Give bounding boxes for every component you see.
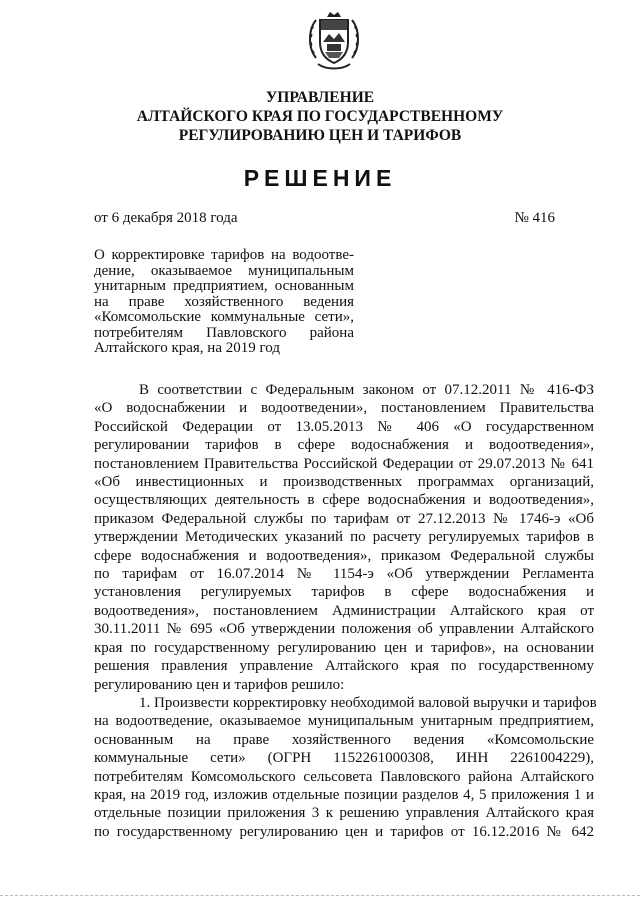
body-line: отдельные позиции приложения 3 к решению управления Алтайского края (94, 805, 594, 822)
body-line: на водоотведение, оказываемое муниципальным унитарным предприятием, (94, 713, 594, 730)
decision-number: № 416 (514, 210, 555, 226)
body-line: В соответствии с Федеральным законом от 07.12.2011 № 416-ФЗ (139, 382, 594, 398)
body-line: приказом Федеральной службы по тарифам от 27.12.2013 № 1746-э «Об (94, 510, 594, 527)
body-line: края, на 2019 год, изложив отдельные позиции разделов 4, 5 приложения 1 и (94, 786, 594, 803)
body-line: утверждении Методических указаний по расчету регулируемых тарифов в (94, 529, 594, 546)
body-line: «О водоснабжении и водоотведении», постановлением Правительства (94, 400, 594, 417)
subject-line: дение, оказываемое муниципальным (94, 262, 354, 279)
document-title: РЕШЕНИЕ (243, 165, 397, 191)
body-line: сфере водоснабжения и водоотведения», приказом Федеральной службы (94, 547, 594, 564)
body-line: «Об инвестиционных и производственных программах организаций, (94, 474, 594, 491)
body-line: водоотведения», постановлением Администрации Алтайского края от (94, 602, 594, 619)
body-line: Российской Федерации от 13.05.2013 № 406 «О государственном (94, 418, 594, 435)
subject-line: «Комсомольские коммунальные сети», (94, 309, 354, 325)
agency-name-line-1: УПРАВЛЕНИЕ (265, 89, 375, 106)
body-line: края по государственному регулированию цен и тарифов», на основании (94, 639, 594, 656)
body-line: постановлением Правительства Российской Федерации от 29.07.2013 № 641 (94, 455, 594, 472)
decision-date: от 6 декабря 2018 года (94, 210, 238, 226)
body-line: регулированию цен и тарифов решило: (94, 676, 345, 693)
body-line: основанным на праве хозяйственного ведения «Комсомольские (94, 731, 594, 748)
subject-line: потребителям Павловского района (94, 324, 354, 341)
body-line: регулировании тарифов в сфере водоснабжения и водоотведения», (94, 437, 594, 454)
body-line: установления регулируемых тарифов в сфере водоснабжения и (94, 584, 594, 601)
altai-coat-of-arms-emblem (306, 8, 362, 72)
decision-body (94, 381, 597, 841)
body-line: коммунальные сети» (ОГРН 1152261000308, ИНН 2261004229), (94, 750, 594, 767)
subject-line: унитарным предприятием, основанным (94, 278, 354, 294)
subject-line: Алтайского края, на 2019 год (94, 340, 280, 356)
body-line: по государственному регулированию цен и тарифов от 16.12.2016 № 642 (94, 823, 594, 840)
subject-line: на праве хозяйственного ведения (94, 293, 354, 310)
decision-subject (94, 248, 354, 357)
body-line: 30.11.2011 № 695 «Об утверждении положения об управлении Алтайского (94, 621, 594, 638)
body-line: 1. Произвести корректировку необходимой валовой выручки и тарифов (139, 694, 597, 711)
agency-name-line-3: РЕГУЛИРОВАНИЮ ЦЕН И ТАРИФОВ (178, 127, 462, 144)
body-line: осуществляющих деятельность в сфере водоснабжения и водоотведения», (94, 492, 594, 509)
body-line: по тарифам от 16.07.2014 № 1154-э «Об утверждении Регламента (94, 566, 594, 583)
agency-name-line-2: АЛТАЙСКОГО КРАЯ ПО ГОСУДАРСТВЕННОМУ (136, 108, 504, 125)
subject-line: О корректировке тарифов на водоотве- (94, 247, 354, 263)
body-line: потребителям Комсомольского сельсовета Павловского района Алтайского (94, 768, 594, 785)
page-bottom-divider (0, 895, 640, 896)
body-line: решения правления управление Алтайского края по государственному (94, 658, 594, 675)
